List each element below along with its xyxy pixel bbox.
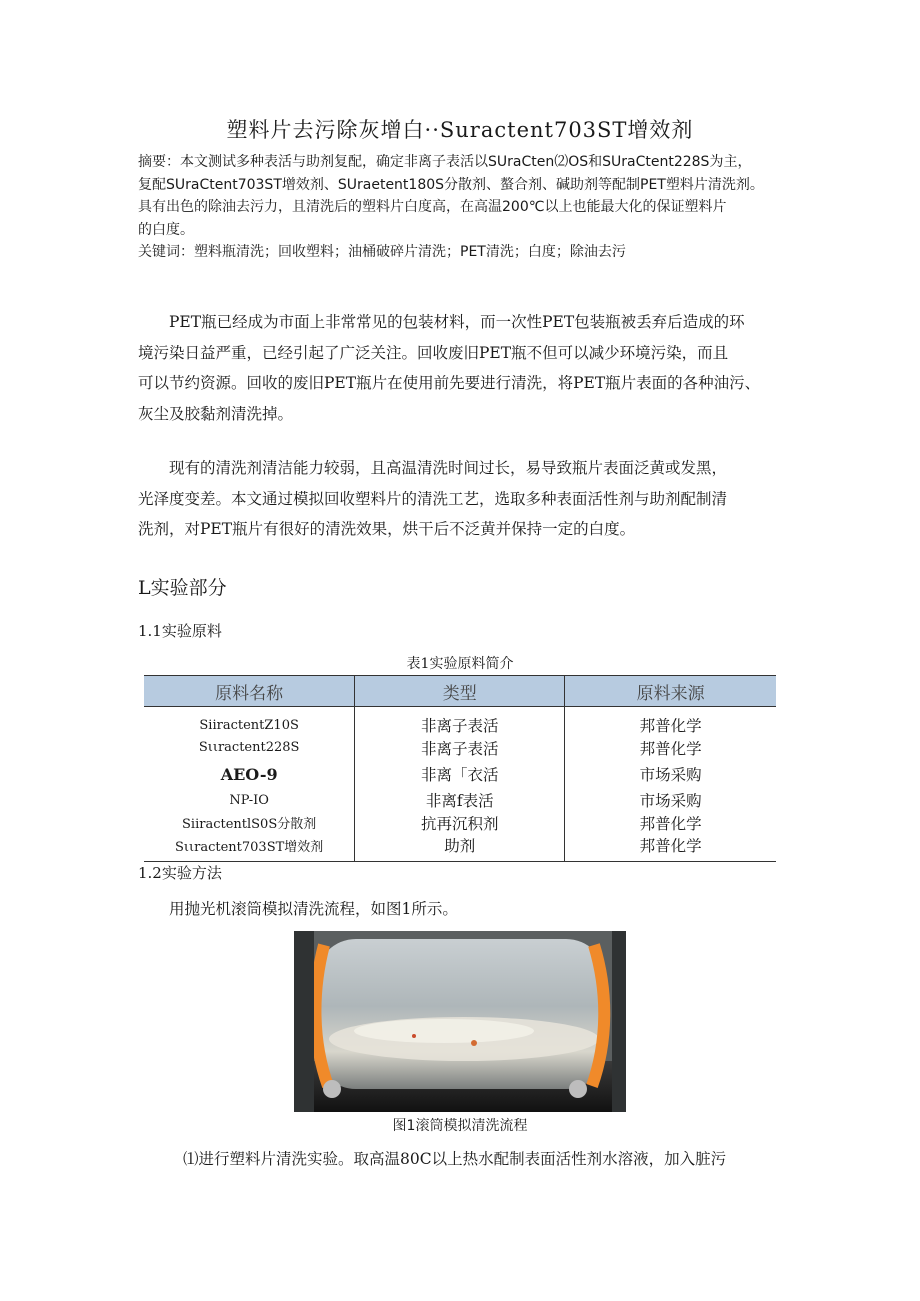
table-cell: 助剂 <box>355 834 565 861</box>
table-cell: 市场采购 <box>565 789 776 812</box>
section-heading: L实验部分 <box>138 577 227 599</box>
table-cell: Sιιractent228S <box>198 740 300 756</box>
paragraph-line: 洗剂，对PET瓶片有很好的清洗效果，烘干后不泛黄并保持一定的白度。 <box>138 520 636 538</box>
abstract-line: 的白度。 <box>138 221 194 238</box>
figure-caption: 图1滚筒模拟清洗流程 <box>392 1118 528 1134</box>
table-cell: 非离f表活 <box>355 789 565 812</box>
table-cell: 邦普化学 <box>565 834 776 861</box>
table-row <box>144 834 776 861</box>
paragraph-line: 光泽度变差。本文通过模拟回收塑料片的清洗工艺，选取多种表面活性剂与助剂配制清 <box>138 489 728 508</box>
intro-paragraph-2 <box>138 453 788 545</box>
table-cell: AEO-9 <box>220 764 278 784</box>
table-row <box>144 759 776 789</box>
paragraph-line: PET瓶已经成为市面上非常常见的包装材料，而一次性PET包装瓶被丢弃后造成的环 <box>138 313 745 331</box>
method-paragraph <box>138 894 788 925</box>
table-cell: Sιιractent703ST增效剂 <box>144 834 355 861</box>
table-cell: 邦普化学 <box>565 707 776 737</box>
table-row <box>144 812 776 835</box>
table-cell: 抗再沉积剂 <box>355 812 565 835</box>
abstract-line: 具有出色的除油去污力，且清洗后的塑料片白度高，在高温200℃以上也能最大化的保证塑料片 <box>138 199 727 216</box>
drum-figure <box>294 931 626 1112</box>
paragraph-line: 可以节约资源。回收的废旧PET瓶片在使用前先要进行清洗，将PET瓶片表面的各种油污、 <box>138 374 761 392</box>
table-row <box>144 707 776 737</box>
table-header: 原料名称 <box>144 676 355 707</box>
table-cell: 邦普化学 <box>565 737 776 760</box>
paragraph-line: 用抛光机滚筒模拟清洗流程，如图1所示。 <box>138 900 458 918</box>
table-cell: SiiractentlS0S分散剂 <box>182 817 317 833</box>
subsection-heading: 1.1实验原料 <box>138 622 222 640</box>
table-caption: 表1实验原料简介 <box>406 656 514 672</box>
table-cell: SiiractentZ10S <box>199 717 299 733</box>
paragraph-line: 灰尘及胶黏剂清洗掉。 <box>138 404 294 423</box>
abstract-block <box>138 151 798 264</box>
abstract-line: 摘要：本文测试多种表活与助剂复配，确定非离子表活以SUraCten⑵OS和SUraCtent228S为主， <box>138 154 752 170</box>
paragraph-line: 现有的清洗剂清洁能力较弱，且高温清洗时间过长，易导致瓶片表面泛黄或发黑， <box>138 459 728 477</box>
paragraph-line: 境污染日益严重，已经引起了广泛关注。回收废旧PET瓶不但可以减少环境污染，而且 <box>138 343 729 362</box>
table-cell: 邦普化学 <box>565 812 776 835</box>
materials-table <box>144 675 776 862</box>
table-cell: 市场采购 <box>565 759 776 789</box>
drum-photo-illustration <box>294 931 626 1112</box>
abstract-line: 复配SUraCtent703ST增效剂、SUraetent180S分散剂、螯合剂、碱助剂等配制PET塑料片清洗剂。 <box>138 176 764 193</box>
table-row <box>144 789 776 812</box>
keywords-line: 关键词：塑料瓶清洗；回收塑料；油桶破碎片清洗；PET清洗；白度；除油去污 <box>138 244 626 261</box>
document-title: 塑料片去污除灰增白··Suractent703ST增效剂 <box>226 118 694 142</box>
table-header: 原料来源 <box>565 676 776 707</box>
table-cell: 非离子表活 <box>355 707 565 737</box>
table-row <box>144 737 776 760</box>
table-cell: NP-IO <box>229 792 269 808</box>
table-cell: 非离子表活 <box>355 737 565 760</box>
step-paragraph <box>183 1144 833 1175</box>
table-cell: 非离「衣活 <box>355 759 565 789</box>
subsection-heading: 1.2实验方法 <box>138 864 222 882</box>
intro-paragraph-1 <box>138 307 788 429</box>
table-header: 类型 <box>355 676 565 707</box>
paragraph-line: ⑴进行塑料片清洗实验。取高温80C以上热水配制表面活性剂水溶液，加入脏污 <box>183 1150 727 1168</box>
